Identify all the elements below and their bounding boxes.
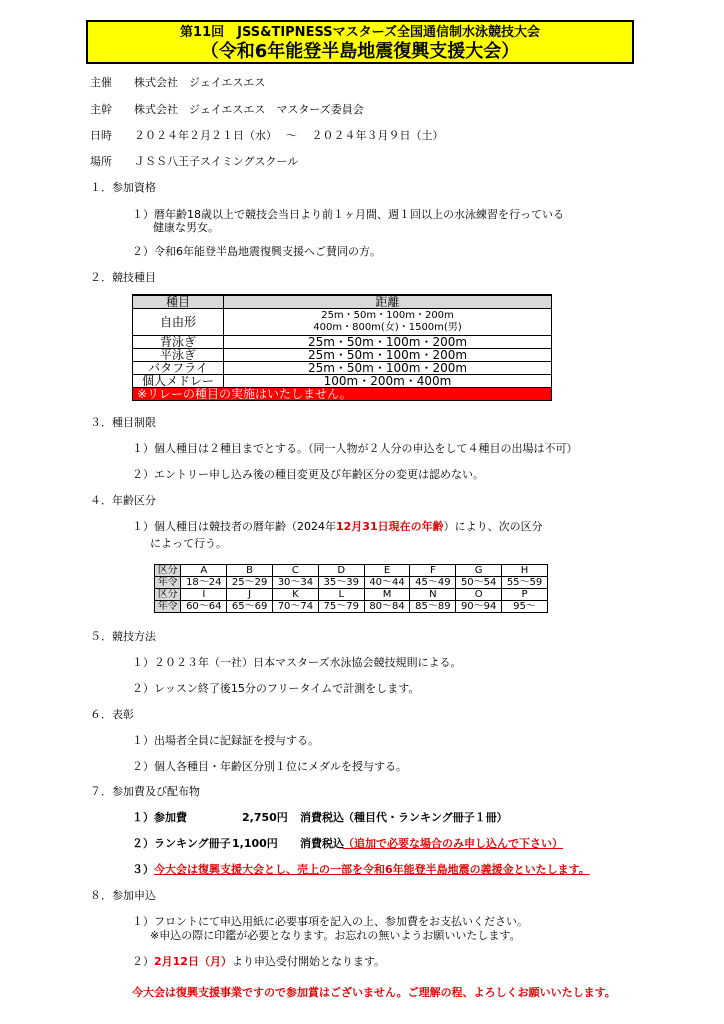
event-distance: 25m・50m・100m・200m	[224, 336, 552, 349]
event-name: バタフライ	[133, 362, 224, 375]
s7-item3	[132, 863, 590, 877]
s4-item1-red: 12月31日現在の年齢	[336, 520, 444, 533]
fee-tax: 消費税込	[300, 811, 344, 824]
event-distance: 25m・50m・100m・200m	[224, 349, 552, 362]
s8-item2-num: ２）	[132, 955, 154, 968]
venue: 場所 ＪＳＳ八王子スイミングスクール	[90, 155, 299, 168]
age-class-cell: G	[456, 565, 502, 577]
events-col-distance: 距離	[224, 295, 552, 309]
age-class-table	[154, 564, 548, 613]
event-distance-line2: 400m・800m(女)・1500m(男)	[313, 322, 462, 333]
host: 主幹 株式会社 ジェイエスエス マスターズ委員会	[90, 103, 364, 116]
s7-book	[132, 837, 563, 851]
s6-item2: ２）個人各種目・年齢区分別１位にメダルを授与する。	[132, 760, 407, 773]
age-range-cell: 95～	[502, 601, 548, 613]
age-range-cell: 85～89	[410, 601, 456, 613]
age-range-cell: 70～74	[273, 601, 319, 613]
s5-item2: ２）レッスン終了後15分のフリータイムで計測をします。	[132, 682, 420, 695]
relay-note: ※リレーの種目の実施はいたしません。	[133, 388, 552, 401]
closing-note: 今大会は復興支援事業ですので参加賞はございません。ご理解の程、よろしくお願いいたします。	[132, 986, 616, 999]
age-range-cell: 80～84	[364, 601, 410, 613]
event-name: 背泳ぎ	[133, 336, 224, 349]
s3-item2: ２）エントリー申し込み後の種目変更及び年齢区分の変更は認めない。	[132, 468, 484, 481]
table-row	[155, 577, 548, 589]
event-distance: 100m・200m・400m	[224, 375, 552, 388]
table-row	[133, 309, 552, 336]
s8-item2-red: 2月12日（月）	[154, 955, 232, 968]
age-class-cell: E	[364, 565, 410, 577]
organizer: 主催 株式会社 ジェイエスエス	[90, 76, 266, 89]
age-class-cell: J	[227, 589, 273, 601]
s6-heading: ６．表彰	[90, 708, 134, 721]
s8-heading: ８．参加申込	[90, 889, 156, 902]
table-row	[155, 589, 548, 601]
age-class-cell: I	[181, 589, 227, 601]
fee-desc: （種目代・ランキング冊子１冊）	[343, 811, 508, 824]
table-row	[133, 336, 552, 349]
event-distance	[224, 309, 552, 336]
event-name: 個人メドレー	[133, 375, 224, 388]
table-row	[155, 601, 548, 613]
book-label: ２）ランキング冊子	[132, 837, 231, 850]
s7-item3-text: 今大会は復興支援大会とし、売上の一部を令和6年能登半島地震の義援金といたします。	[154, 863, 590, 876]
age-class-cell: M	[364, 589, 410, 601]
s2-heading: ２．競技種目	[90, 271, 156, 284]
age-label-age: 年令	[155, 601, 181, 613]
age-class-cell: L	[318, 589, 364, 601]
s3-heading: ３．種目制限	[90, 416, 156, 429]
age-class-cell: K	[273, 589, 319, 601]
s8-item1b: ※申込の際に印鑑が必要となります。お忘れの無いようお願いいたします。	[150, 929, 521, 942]
s7-heading: ７．参加費及び配布物	[90, 785, 200, 798]
event-distance-line1: 25m・50m・100m・200m	[321, 310, 454, 321]
s6-item1: １）出場者全員に記録証を授与する。	[132, 734, 319, 747]
age-range-cell: 40～44	[364, 577, 410, 589]
book-desc: （追加で必要な場合のみ申し込んで下さい）	[343, 837, 563, 850]
s3-item1: １）個人種目は２種目までとする。（同一人物が２人分の申込をして４種目の出場は不可）	[132, 442, 578, 455]
s1-item2: ２）令和6年能登半島地震復興支援へご賛同の方。	[132, 245, 381, 258]
s5-item1: １）２０２３年（一社）日本マスターズ水泳協会競技規則による。	[132, 656, 462, 669]
age-range-cell: 90～94	[456, 601, 502, 613]
s1-item1b: 健康な男女。	[153, 221, 219, 234]
age-class-cell: A	[181, 565, 227, 577]
age-class-cell: B	[227, 565, 273, 577]
title-banner	[86, 20, 634, 64]
events-table	[132, 294, 552, 401]
age-class-cell: N	[410, 589, 456, 601]
table-row	[133, 375, 552, 388]
age-class-cell: H	[502, 565, 548, 577]
s4-heading: ４．年齢区分	[90, 494, 156, 507]
s7-item3-num: ３）	[132, 863, 154, 876]
age-label-class: 区分	[155, 565, 181, 577]
age-label-class: 区分	[155, 589, 181, 601]
age-label-age: 年令	[155, 577, 181, 589]
age-range-cell: 18～24	[181, 577, 227, 589]
dates: 日時 ２０２４年２月２１日（水） ～ ２０２４年３月９日（土）	[90, 129, 444, 142]
s8-item1a: １）フロントにて申込用紙に必要事項を記入の上、参加費をお支払いください。	[132, 915, 528, 928]
s7-fee	[132, 811, 508, 825]
book-amount: 1,100円	[232, 837, 278, 850]
age-range-cell: 65～69	[227, 601, 273, 613]
age-range-cell: 60～64	[181, 601, 227, 613]
book-tax: 消費税込	[300, 837, 344, 850]
age-range-cell: 30～34	[273, 577, 319, 589]
age-range-cell: 55～59	[502, 577, 548, 589]
fee-label: １）参加費	[132, 811, 187, 824]
event-name: 平泳ぎ	[133, 349, 224, 362]
table-row	[155, 565, 548, 577]
age-class-cell: D	[318, 565, 364, 577]
age-range-cell: 75～79	[318, 601, 364, 613]
age-range-cell: 45～49	[410, 577, 456, 589]
s4-item1	[132, 520, 543, 534]
s4-item1-post: ）により、次の区分	[443, 520, 543, 533]
s5-heading: ５．競技方法	[90, 630, 156, 643]
s1-item1a: １）暦年齢18歳以上で競技会当日より前１ヶ月間、週１回以上の水泳練習を行っている	[132, 208, 564, 221]
s8-item2-post: より申込受付開始となります。	[231, 955, 386, 968]
title-line1: 第11回 JSS&TIPNESSマスターズ全国通信制水泳競技大会	[180, 25, 540, 40]
event-name: 自由形	[133, 309, 224, 336]
event-distance: 25m・50m・100m・200m	[224, 362, 552, 375]
age-class-cell: P	[502, 589, 548, 601]
s1-heading: １．参加資格	[90, 181, 156, 194]
age-range-cell: 35～39	[318, 577, 364, 589]
age-class-cell: O	[456, 589, 502, 601]
age-class-cell: C	[273, 565, 319, 577]
age-range-cell: 50～54	[456, 577, 502, 589]
table-row	[133, 349, 552, 362]
fee-amount: 2,750円	[242, 811, 288, 824]
s4-item1b: によって行う。	[150, 537, 227, 550]
age-range-cell: 25～29	[227, 577, 273, 589]
age-class-cell: F	[410, 565, 456, 577]
title-line2: （令和6年能登半島地震復興支援大会）	[200, 41, 520, 62]
events-col-event: 種目	[133, 295, 224, 309]
s4-item1-pre: １）個人種目は競技者の暦年齢（2024年	[132, 520, 336, 533]
s8-item2	[132, 955, 385, 969]
table-row	[133, 362, 552, 375]
